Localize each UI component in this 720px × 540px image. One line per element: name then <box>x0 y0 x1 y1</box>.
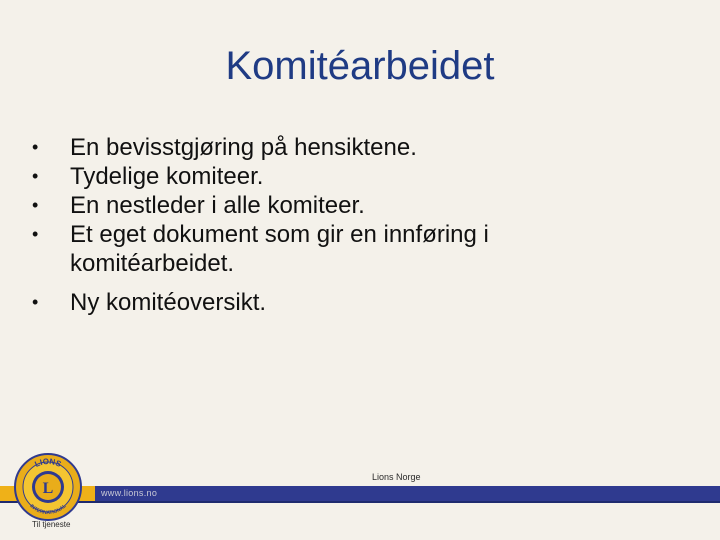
bullet-dot: • <box>32 224 39 244</box>
bullet-dot: • <box>32 292 39 312</box>
logo-text-bottom: INTERNATIONAL <box>28 503 68 516</box>
bullet-item <box>28 220 648 278</box>
bullet-item <box>28 191 648 220</box>
bullet-text: En nestleder i alle komiteer. <box>70 192 365 219</box>
bullet-text: En bevisstgjøring på hensiktene. <box>70 134 417 161</box>
bullet-text: Et eget dokument som gir en innføring i komitéarbeidet. <box>70 221 489 277</box>
organization-name: Lions Norge <box>372 472 421 482</box>
logo-letter: L <box>42 480 54 497</box>
footer-url[interactable]: www.lions.no <box>101 488 158 498</box>
tagline: Til tjeneste <box>32 520 71 529</box>
bullet-item <box>28 162 648 191</box>
bullet-text: Ny komitéoversikt. <box>70 289 267 316</box>
bullet-item <box>28 133 648 162</box>
logo-text-top: LIONS <box>33 456 63 469</box>
bullet-text: Tydelige komiteer. <box>70 163 264 190</box>
footer-line <box>0 501 720 503</box>
bullet-dot: • <box>32 195 39 215</box>
bullet-list <box>28 133 648 317</box>
bullet-item <box>28 288 648 317</box>
footer-bar-blue <box>95 486 720 501</box>
bullet-dot: • <box>32 166 39 186</box>
slide-title: Komitéarbeidet <box>225 44 495 88</box>
lions-logo-icon <box>13 452 83 522</box>
bullet-dot: • <box>32 137 39 157</box>
